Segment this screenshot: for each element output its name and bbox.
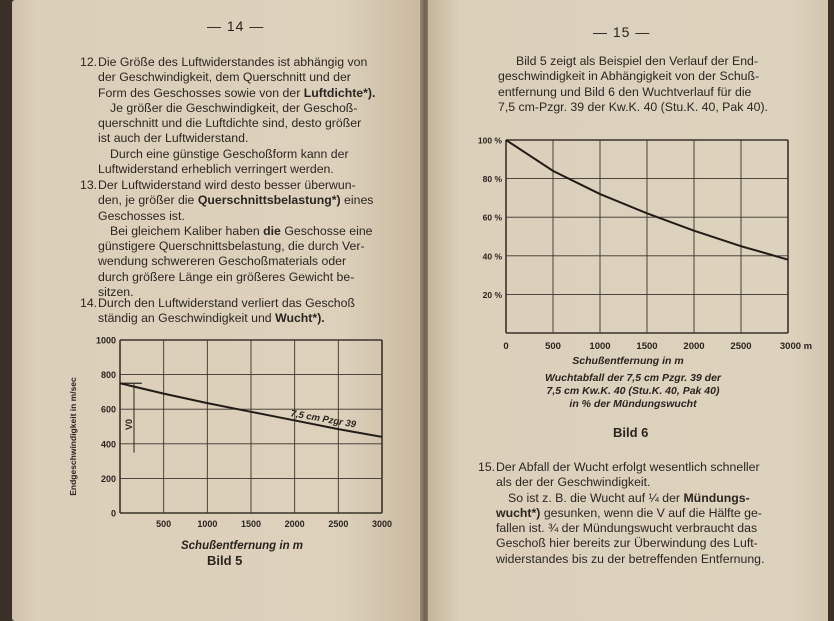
item-15 [478, 460, 823, 567]
text-line: Durch eine günstige Geschoßform kann der [110, 146, 349, 161]
text-line: Luftwiderstand erheblich verringert werden. [98, 162, 334, 177]
x-tick-label: 3000 m [779, 341, 813, 352]
text-line: wucht*) gesunken, wenn die V auf die Hälfte ge- [496, 505, 762, 520]
x-tick-label: 0 [503, 341, 509, 352]
item-number: 15. [478, 460, 496, 474]
x-tick-label: 3000 [371, 519, 393, 529]
item-number: 14. [80, 296, 98, 310]
text-line: Je größer die Geschwindigkeit, der Geschoß- [110, 100, 358, 115]
chart-bild-5 [52, 328, 412, 543]
text-line: als der der Geschwindigkeit. [496, 475, 651, 490]
x-tick-label: 500 [156, 519, 172, 529]
text-line: wendung schwereren Geschoßmaterials oder [98, 254, 347, 269]
x-tick-label: 2500 [328, 519, 349, 529]
text-line: den, je größer die Querschnittsbelastung*) eines [98, 193, 374, 208]
y-tick-label: 800 [100, 370, 116, 381]
item-number: 13. [80, 178, 98, 192]
y-tick-label: 200 [100, 473, 116, 484]
text-line: Der Luftwiderstand wird desto besser überwun- [98, 178, 356, 192]
x-tick-label: 2000 [284, 519, 305, 529]
text-line: 7,5 cm-Pzgr. 39 der Kw.K. 40 (Stu.K. 40, Pak 40). [498, 99, 768, 114]
page-number-right: — 15 — [593, 24, 651, 40]
figure-xlabel-bild-6: Schußentfernung in m [572, 355, 684, 367]
page-number-left: — 14 — [207, 18, 265, 34]
x-tick-label: 1500 [240, 519, 262, 529]
text-line: geschwindigkeit in Abhängigkeit von der Schuß- [498, 69, 760, 84]
caption-line: in % der Mündungswucht [569, 398, 697, 410]
figure-label-bild-6: Bild 6 [613, 425, 649, 440]
item-13 [80, 178, 420, 300]
text-line: Geschosses ist. [98, 208, 185, 223]
figure-label-bild-5: Bild 5 [207, 553, 243, 568]
x-tick-label: 2000 [683, 341, 705, 352]
text-line: Bild 5 zeigt als Beispiel den Verlauf der End- [516, 54, 758, 68]
figure-caption-bild-6 [523, 372, 743, 411]
text-line: Durch den Luftwiderstand verliert das Geschoß [98, 296, 355, 310]
text-line: durch größere Länge ein größeres Gewicht be- [98, 269, 355, 284]
right-page [428, 0, 828, 621]
y-tick-label: 60 % [482, 212, 502, 223]
x-tick-label: 1000 [589, 341, 611, 352]
left-page [12, 0, 422, 621]
x-tick-label: 500 [545, 341, 561, 352]
text-line: ständig an Geschwindigkeit und Wucht*). [98, 311, 325, 326]
y-tick-label: 600 [100, 404, 116, 415]
text-line: Die Größe des Luftwiderstandes ist abhängig von [98, 55, 368, 69]
y-tick-label: 80 % [482, 174, 502, 185]
text-line: günstigere Querschnittsbelastung, die durch Ver- [98, 239, 365, 254]
caption-line: 7,5 cm Kw.K. 40 (Stu.K. 40, Pak 40) [546, 385, 720, 397]
text-line: Form des Geschosses sowie von der Luftdichte*). [98, 85, 376, 100]
item-number: 12. [80, 55, 98, 69]
x-tick-label: 1500 [636, 341, 658, 352]
text-line: entfernung und Bild 6 den Wuchtverlauf für die [498, 84, 752, 99]
text-line: querschnitt und die Luftdichte sind, desto größer [98, 116, 362, 131]
y-tick-label: 1000 [95, 335, 116, 346]
text-line: Der Abfall der Wucht erfolgt wesentlich schneller [496, 460, 760, 474]
figure-caption-bild-5: Schußentfernung in m [180, 540, 304, 552]
y-tick-label: 20 % [482, 289, 502, 300]
item-12 [80, 55, 420, 177]
text-line: Geschoß hier bereits zur Überwindung des Luft- [496, 536, 758, 551]
item-14 [80, 296, 420, 327]
text-line: fallen ist. ¾ der Mündungswucht verbraucht das [496, 521, 758, 536]
caption-line: Wuchtabfall der 7,5 cm Pzgr. 39 der [544, 372, 722, 384]
text-line: So ist z. B. die Wucht auf ¼ der Mündungs- [508, 490, 750, 505]
x-tick-label: 1000 [197, 519, 218, 529]
v0-label: V0 [124, 418, 134, 430]
series-label: 7,5 cm Pzgr 39 [289, 408, 357, 431]
y-tick-label: 400 [100, 439, 116, 450]
y-tick-label: 40 % [482, 251, 502, 262]
text-line: Bei gleichem Kaliber haben die Geschosse eine [110, 223, 373, 238]
y-tick-label: 100 % [477, 135, 502, 146]
text-line: widerstandes bis zu der betreffenden Entfernung. [496, 551, 765, 566]
x-tick-label: 2500 [730, 341, 752, 352]
text-line: ist auch der Luftwiderstand. [98, 131, 249, 146]
intro-paragraph [498, 54, 818, 115]
text-line: sitzen. [98, 285, 134, 300]
y-axis-label: Endgeschwindigkeit in m/sec [68, 377, 78, 496]
text-line: der Geschwindigkeit, dem Querschnitt und der [98, 70, 351, 85]
y-tick-label: 0 [110, 508, 116, 519]
chart-bild-6 [446, 128, 826, 358]
